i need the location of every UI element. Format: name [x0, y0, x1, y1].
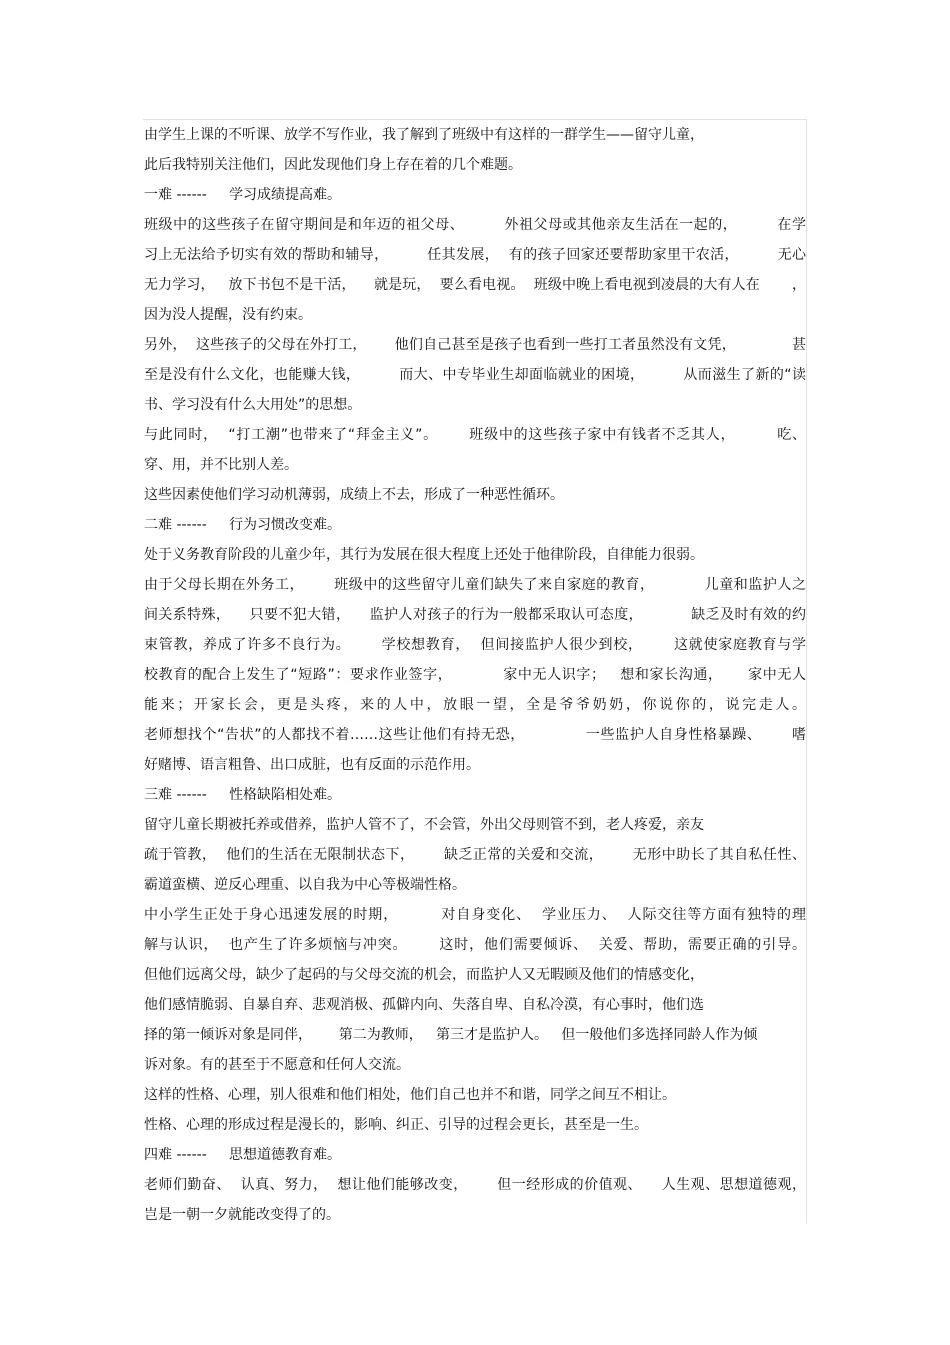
document-body — [144, 120, 806, 1230]
text-line: 与此同时， “打工潮”也带来了“拜金主义”。 班级中的这些孩子家中有钱者不乏其人， 吃、 — [144, 427, 806, 443]
text-line: 择的第一倾诉对象是同伴， 第二为教师， 第三才是监护人。 但一般他们多选择同龄人作为倾 — [144, 1027, 758, 1043]
text-line: 由学生上课的不听课、放学不写作业，我了解到了班级中有这样的一群学生——留守儿童， — [144, 127, 704, 143]
text-line: 但他们远离父母，缺少了起码的与父母交流的机会，而监护人又无暇顾及他们的情感变化， — [144, 967, 704, 983]
text-line: 解与认识， 也产生了许多烦恼与冲突。 这时，他们需要倾诉、 关爱、帮助，需要正确的引导。 — [144, 937, 806, 953]
text-line: 班级中的这些孩子在留守期间是和年迈的祖父母、 外祖父母或其他亲友生活在一起的， 在学 — [144, 217, 806, 233]
frame-right-border — [806, 119, 807, 1223]
text-line: 无力学习， 放下书包不是干活， 就是玩， 要么看电视。 班级中晚上看电视到凌晨的大有人在 ， — [144, 277, 806, 293]
text-line: 此后我特别关注他们，因此发现他们身上存在着的几个难题。 — [144, 157, 522, 173]
text-line: 二难 ------ 行为习惯改变难。 — [144, 517, 342, 533]
text-line: 由于父母长期在外务工， 班级中的这些留守儿童们缺失了来自家庭的教育， 儿童和监护人之 — [144, 577, 806, 593]
text-line: 疏于管教， 他们的生活在无限制状态下， 缺乏正常的关爱和交流， 无形中助长了其自私任性、 — [144, 847, 806, 863]
text-line: 能来；开家长会，更是头疼，来的人中，放眼一望，全是爷爷奶奶，你说你的，说完走人。 — [144, 697, 806, 713]
text-line: 老师们勤奋、 认真、努力， 想让他们能够改变， 但一经形成的价值观、 人生观、思想道德观， — [144, 1177, 806, 1193]
text-line: 间关系特殊， 只要不犯大错， 监护人对孩子的行为一般都采取认可态度， 缺乏及时有效的约 — [144, 607, 806, 623]
text-line: 留守儿童长期被托养或借养，监护人管不了，不会管，外出父母则管不到，老人疼爱，亲友 — [144, 817, 704, 833]
text-line: 老师想找个“告状”的人都找不着……这些让他们有持无恐， 一些监护人自身性格暴躁、 嗜 — [144, 727, 806, 743]
text-line: 中小学生正处于身心迅速发展的时期， 对自身变化、 学业压力、 人际交往等方面有独特的理 — [144, 907, 806, 923]
text-line: 诉对象。有的甚至于不愿意和任何人交流。 — [144, 1057, 410, 1073]
text-line: 他们感情脆弱、自暴自弃、悲观消极、孤僻内向、失落自卑、自私冷漠，有心事时，他们选 — [144, 997, 704, 1013]
text-line: 这些因素使他们学习动机薄弱，成绩上不去，形成了一种恶性循环。 — [144, 487, 564, 503]
text-line: 好赌博、语言粗鲁、出口成脏，也有反面的示范作用。 — [144, 757, 480, 773]
text-line: 穿、用，并不比别人差。 — [144, 457, 298, 473]
text-line: 一难 ------ 学习成绩提高难。 — [144, 187, 342, 203]
text-line: 校教育的配合上发生了“短路”：要求作业签字， 家中无人识字； 想和家长沟通， 家中无人 — [144, 667, 806, 683]
text-line: 习上无法给予切实有效的帮助和辅导， 任其发展， 有的孩子回家还要帮助家里干农活， 无心 — [144, 247, 806, 263]
text-line: 因为没人提醒，没有约束。 — [144, 307, 312, 323]
text-line: 霸道蛮横、逆反心理重、以自我为中心等极端性格。 — [144, 877, 466, 893]
text-line: 性格、心理的形成过程是漫长的，影响、纠正、引导的过程会更长，甚至是一生。 — [144, 1117, 648, 1133]
text-line: 束管教，养成了许多不良行为。 学校想教育， 但间接监护人很少到校， 这就使家庭教育与学 — [144, 637, 806, 653]
text-line: 书、学习没有什么大用处”的思想。 — [144, 397, 362, 413]
text-line: 三难 ------ 性格缺陷相处难。 — [144, 787, 342, 803]
text-line: 至是没有什么文化，也能赚大钱， 而大、中专毕业生却面临就业的困境， 从而滋生了新的“读 — [144, 367, 806, 383]
text-line: 处于义务教育阶段的儿童少年，其行为发展在很大程度上还处于他律阶段，自律能力很弱。 — [144, 547, 704, 563]
text-line: 四难 ------ 思想道德教育难。 — [144, 1147, 342, 1163]
text-line: 另外， 这些孩子的父母在外打工， 他们自己甚至是孩子也看到一些打工者虽然没有文凭， 甚 — [144, 337, 806, 353]
text-line: 岂是一朝一夕就能改变得了的。 — [144, 1207, 340, 1223]
text-line: 这样的性格、心理，别人很难和他们相处，他们自己也并不和谐，同学之间互不相让。 — [144, 1087, 676, 1103]
